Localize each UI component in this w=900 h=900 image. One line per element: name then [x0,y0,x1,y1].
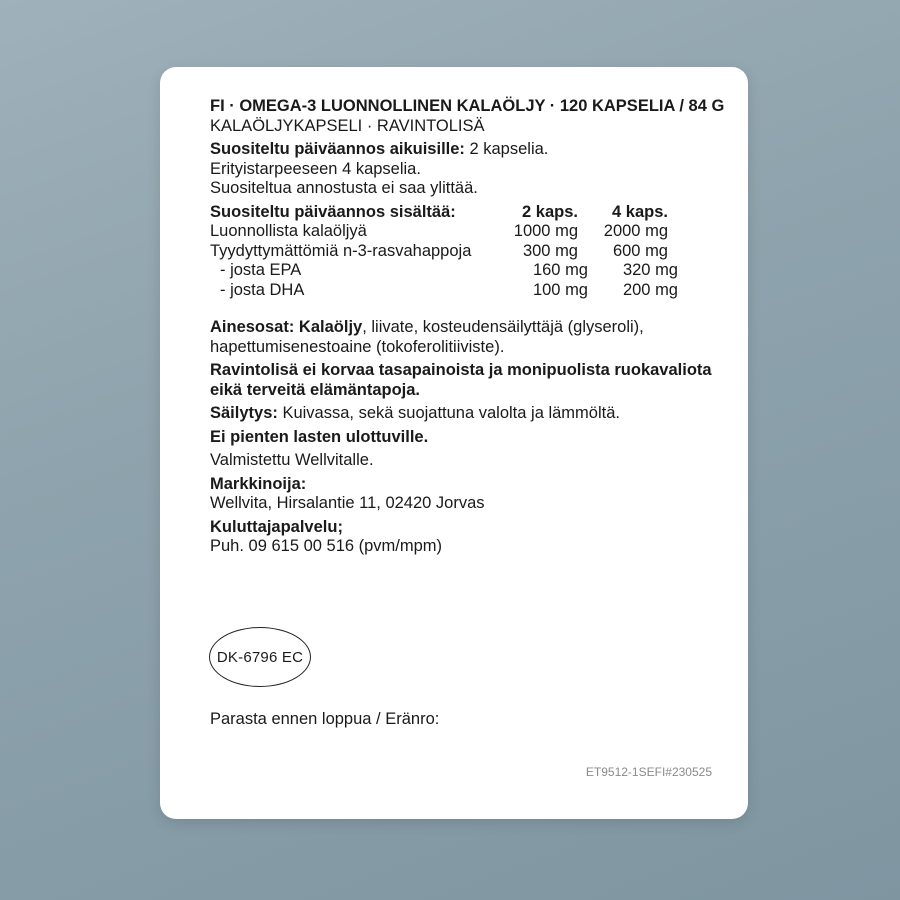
row-label: - josta DHA [220,280,305,299]
row-value-2caps: 100 mg [532,280,588,299]
row-label: - josta EPA [220,261,302,279]
ingredients [210,318,730,357]
table-row [210,242,730,262]
row-value-2caps: 1000 mg [513,222,578,240]
product-title: FI · OMEGA-3 LUONNOLLINEN KALAÖLJY · 120 KAPSELIA / 84 G [210,97,725,115]
table-header-2caps: 2 kaps. [522,202,578,221]
row-value-4caps: 2000 mg [603,222,668,240]
ingredients-text: , liivate, kosteudensäilyttäjä (glyseroli), hapettumisenestoaine (tokoferolitiiviste). [210,318,644,356]
best-before: Parasta ennen loppua / Eränro: [210,710,440,728]
row-label: Tyydyttymättömiä n-3-rasvahappoja [210,241,472,260]
table-header-label: Suositeltu päiväannos sisältää: [210,202,456,221]
supplement-warning: Ravintolisä ei korvaa tasapainoista ja monipuolista ruokavaliota eikä terveitä elämäntapoja. [210,361,712,399]
dosage-line [210,140,730,160]
table-row [210,222,730,242]
dosage-limit: Suositeltua annostusta ei saa ylittää. [210,179,478,197]
approval-stamp [209,627,311,687]
marketer-address: Wellvita, Hirsalantie 11, 02420 Jorvas [210,494,485,512]
table-row [210,281,730,301]
children-warning: Ei pienten lasten ulottuville. [210,427,429,446]
row-value-4caps: 600 mg [612,241,668,260]
product-label [160,67,748,819]
product-subtitle: KALAÖLJYKAPSELI · RAVINTOLISÄ [210,116,485,135]
product-code: ET9512-1SEFI#230525 [585,765,712,779]
dosage-special: Erityistarpeeseen 4 kapselia. [210,159,421,178]
service-label: Kuluttajapalvelu; [210,517,343,536]
storage-label: Säilytys: [210,404,278,422]
marketer-label: Markkinoija: [210,474,307,493]
row-value-4caps: 320 mg [622,261,678,279]
ingredients-label: Ainesosat: Kalaöljy [210,318,363,336]
table-header-4caps: 4 kaps. [612,202,668,221]
storage [210,404,730,424]
storage-text: Kuivassa, sekä suojattuna valolta ja lämmöltä. [277,404,620,422]
nutrition-table [210,203,730,301]
row-label: Luonnollista kalaöljyä [210,222,367,240]
label-content [210,97,730,557]
dosage-value: 2 kapselia. [464,140,549,158]
manufactured-for: Valmistettu Wellvitalle. [210,451,374,469]
service-phone: Puh. 09 615 00 516 (pvm/mpm) [210,537,443,555]
row-value-2caps: 160 mg [532,261,588,279]
table-header [210,203,730,223]
approval-stamp-text: DK-6796 EC [216,648,304,666]
row-value-2caps: 300 mg [522,241,578,260]
dosage-label: Suositeltu päiväannos aikuisille: [210,140,465,158]
table-row [210,261,730,281]
row-value-4caps: 200 mg [622,280,678,299]
